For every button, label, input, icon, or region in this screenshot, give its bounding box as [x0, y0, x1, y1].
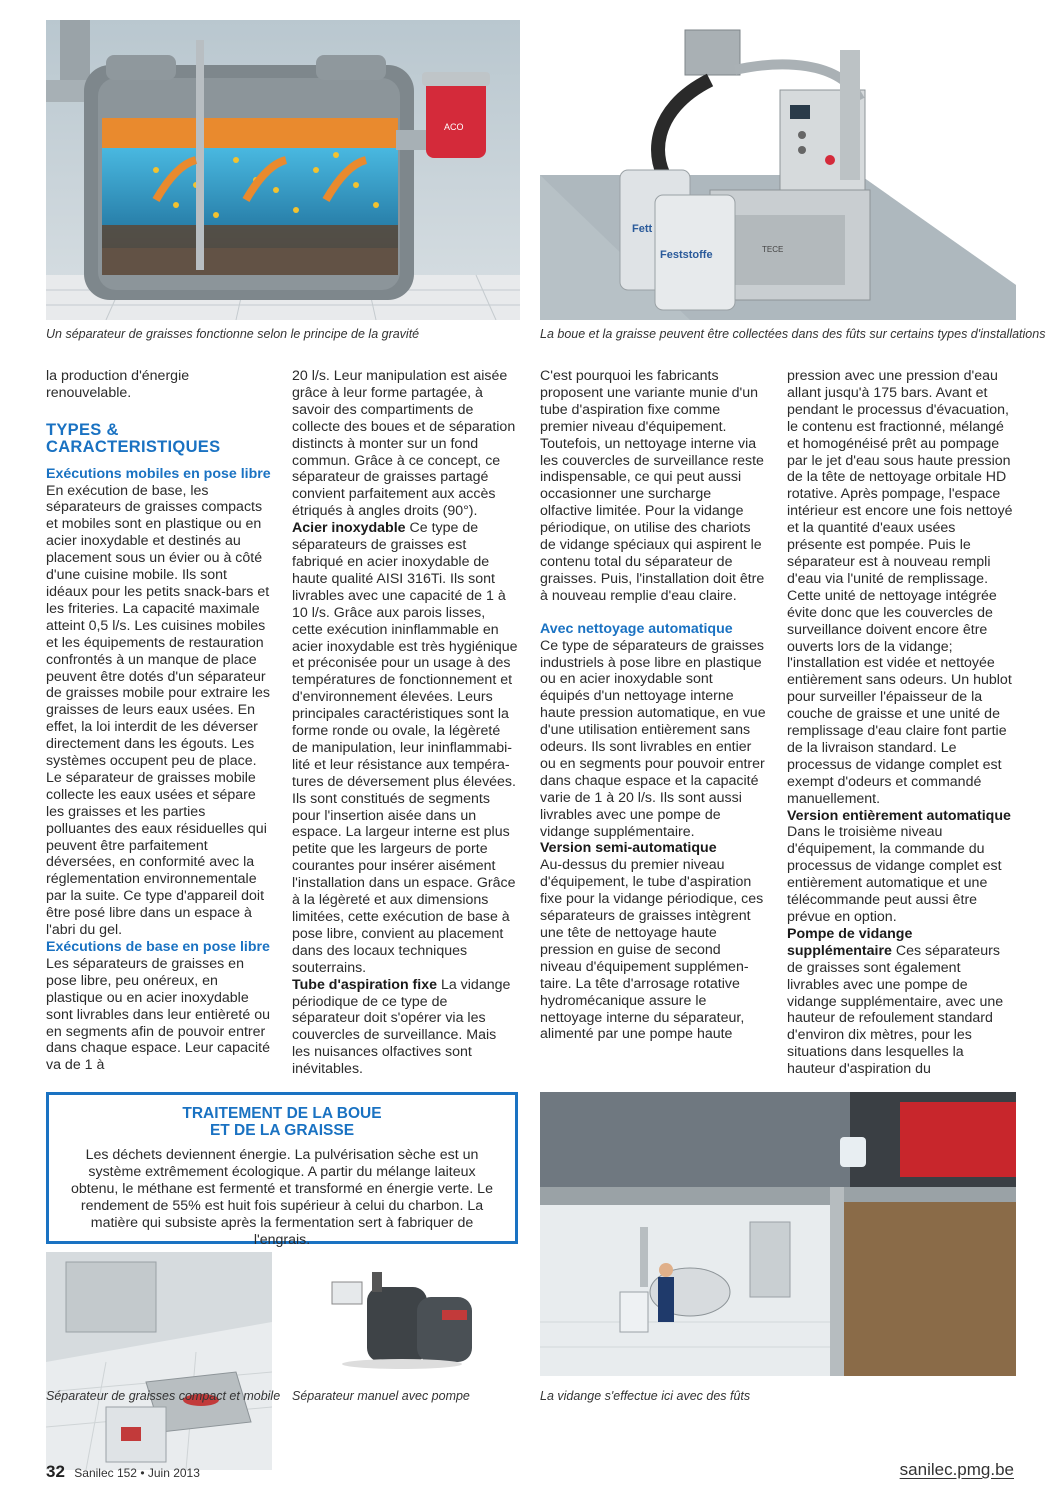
issue-info: Sanilec 152 • Juin 2013 [74, 1466, 200, 1480]
compact-mobile-separator-illustration [46, 1252, 272, 1470]
text-column-2 [292, 368, 518, 1078]
info-box-title-line: TRAITEMENT DE LA BOUE [182, 1105, 382, 1122]
subheading: Exécutions de base en pose libre [46, 939, 270, 955]
paragraph: 20 l/s. Leur manipulation est aisée grâce à leur forme partagée, à savoir des compartiments de collecte des boues et de séparation distincts à monter sur un fond commun. Grâce à ce concept, ce séparateur de graisses partagé convient parfaitement aux accès étriqués à angles droits (90°). [292, 368, 516, 520]
paragraph: Au-dessus du premier niveau d'équipement, le tube d'aspiration fixe pour la vidange périodique, ces séparateurs de graisses intègrent une tête de nettoyage haute pression en guise de second niveau d'équipement supplémentaire. La tête d'arrosage rotative hydromécanique assure le nettoyage interne du séparateur, alimenté par une pompe haute [540, 857, 764, 1043]
paragraph-run: La vidange périodique de ce type de séparateur doit s'opérer via les couvercles de surveillance. Mais les nuisances olfactives sont inévitables. [292, 976, 511, 1078]
text-column-1 [46, 368, 272, 1074]
caption-top-right: La boue et la graisse peuvent être collectées dans des fûts sur certains types d'installations [540, 327, 1046, 341]
page-number: 32 [46, 1462, 65, 1481]
paragraph: Les séparateurs de graisses en pose libre, peu onéreux, en plastique ou en acier inoxydable sont livrables dans leur entièreté ou en segments afin de pouvoir entrer dans chaque espace. Leur capacité va de 1 à [46, 955, 271, 1074]
footer-url-link[interactable]: sanilec.pmg.be [899, 1460, 1014, 1479]
paragraph: C'est pourquoi les fabricants proposent une variante munie d'un tube d'aspiration fixe comme premier niveau d'équipement. Toutefois, un nettoyage interne via les couvercles de surveillance reste indispensable, ce qui peut aussi occasionner une surcharge olfactive limitée. Pour la vidange périodique, on utilise des chariots de vidange spéciaux qui aspirent le contenu total du séparateur de graisses. Puis, l'installation doit être à nouveau remplie d'eau claire. [540, 368, 765, 604]
caption-bottom-1: Séparateur de graisses compact et mobile [46, 1389, 281, 1403]
caption-top-left: Un séparateur de graisses fonctionne selon le principe de la gravité [46, 327, 420, 341]
info-box-title [49, 1105, 515, 1139]
section-title: TYPES & CARACTERISTIQUES [46, 420, 221, 456]
subheading: Tube d'aspiration fixe [292, 976, 438, 993]
subheading: Exécutions mobiles en pose libre [46, 465, 271, 482]
caption-bottom-2: Séparateur manuel avec pompe [292, 1389, 470, 1403]
info-box-title-line: ET DE LA GRAISSE [209, 1122, 355, 1139]
drum-emptying-illustration [540, 1092, 1016, 1376]
paragraph: Ce type de séparateurs de graisses industriels à pose libre en plastique ou en acier inoxydable sont équipés d'un nettoyage interne haute pression automatique, en vue d'une utilisation entièrement sans odeurs. Ils sont livrables en entier ou en segments pour pouvoir entrer dans chaque espace et la capacité varie de 1 à 20 l/s. Ils sont aussi livrables avec une pompe de vidange supplémentaire. [540, 637, 766, 840]
subheading: Version entièrement automatique [787, 807, 1011, 824]
paragraph: pression avec une pression d'eau allant jusqu'à 175 bars. Avant et pendant le processus d'évacuation, le contenu est fractionné, mélangé et homogénéisé prêt au pompage par le jet d'eau sous haute pression de la tête de nettoyage orbitale HD rotative. Après pompage, l'espace intérieur est encore une fois nettoyé et la quantité d'eaux usées présente est pompée. Puis le séparateur est à nouveau rempli d'eau via l'unité de remplissage. Cette unité de nettoyage intégrée évite donc que les couvercles de surveillance doivent encore être ouverts lors de la vidange; l'installation est vidée et nettoyée entièrement sans odeurs. Un hublot pour surveiller l'épaisseur de la couche de graisse et une unité de remplissage d'eau claire font partie de la livraison standard. Le processus de vidange complet est exempt d'odeurs et commandé manuellement. [787, 368, 1013, 807]
subheading: Pompe de vidange supplémentaire [787, 925, 913, 959]
tece-label: TECE [762, 245, 784, 254]
paragraph-run: Dans le troisième niveau d'équipement, la commande du processus de vidange complet est entièrement automatique et une télécommande peut aussi être prévue en option. [787, 824, 1002, 925]
manual-separator-pump-illustration [292, 1252, 518, 1372]
paragraph: la production d'énergie renouvelable. [46, 368, 190, 401]
text-column-3 [540, 368, 766, 1043]
info-box-text: Les déchets deviennent énergie. La pulvérisation sèche est un système extrêmement écologique. A partir du mélange laiteux obtenu, le méthane est fermenté et transformé en énergie verte. Le rendement de 55% est huit fois supérieur à celui du charbon. La matière qui subsiste après la fermentation sert à fabriquer de l'engrais. [71, 1147, 493, 1248]
paragraph-run: Ce type de séparateurs de graisses est fabriqué en acier inoxydable de haute qualité AISI 316Ti. Ils sont livrables avec une capacité de 1 à 10 l/s. Grâce aux parois lisses, cette exécution ininflammable en acier inoxydable est très hygiénique et préconisée pour un usage à des températures de fonctionnement et d'environnement élevées. Leurs principales caractéristiques sont la forme ronde ou ovale, la légèreté de manipulation, leur ininflammabilité et leur résistance aux températures de déversement plus élevées. Ils sont constitués de segments pour l'insertion aisée dans un espace. La largeur interne est plus petite que les largeurs de porte courantes pour insérer aisément l'installation dans un espace. Grâce à la légèreté et aux dimensions limitées, cette exécution de base à pose libre, convient au placement dans des locaux techniques souterrains. [292, 520, 518, 976]
paragraph: En exécution de base, les séparateurs de graisses compacts et mobiles sont en plastique ou en acier inoxydable et destinés au placement sous un évier ou à côté d'une cuisine mobile. Ils sont idéaux pour les petits snack-bars et les friteries. La capacité maximale atteint 0,5 l/s. Les cuisines mobiles et les équipements de restauration confrontés à un manque de place peuvent être dotés d'un séparateur de graisses mobile pour extraire les graisses de leurs eaux usées. En effet, la loi interdit de les déverser directement dans les égouts. Les systèmes occupent peu de place. Le séparateur de graisses mobile collecte les eaux usées et sépare les graisses et les parties polluantes des eaux résiduelles qui peuvent être parfaitement déversées, en conformité avec la réglementation environnementale par la suite. Ce type d'appareil doit être posé libre dans un espace à l'abri du gel. [46, 482, 270, 939]
gravity-separator-illustration [46, 20, 520, 320]
caption-bottom-3: La vidange s'effectue ici avec des fûts [540, 1389, 751, 1403]
footer-page-info [46, 1462, 200, 1482]
subheading: Acier inoxydable [292, 520, 406, 537]
fett-label: Fett [632, 223, 653, 235]
info-box [46, 1092, 518, 1248]
subheading: Avec nettoyage automatique [540, 620, 733, 637]
paragraph-run: Ces séparateurs de graisses sont également livrables avec une pompe de vidange supplémentaire, avec une hauteur de refoulement standard d'environ dix mètres, pour les situations dans lesquelles la hauteur d'aspiration du [787, 942, 1004, 1078]
feststoffe-label: Feststoffe [660, 249, 713, 261]
subheading: Version semi-automatique [540, 840, 717, 857]
drum-collection-illustration [540, 20, 1016, 320]
aco-label: ACO [444, 122, 464, 132]
text-column-4 [787, 368, 1013, 1078]
